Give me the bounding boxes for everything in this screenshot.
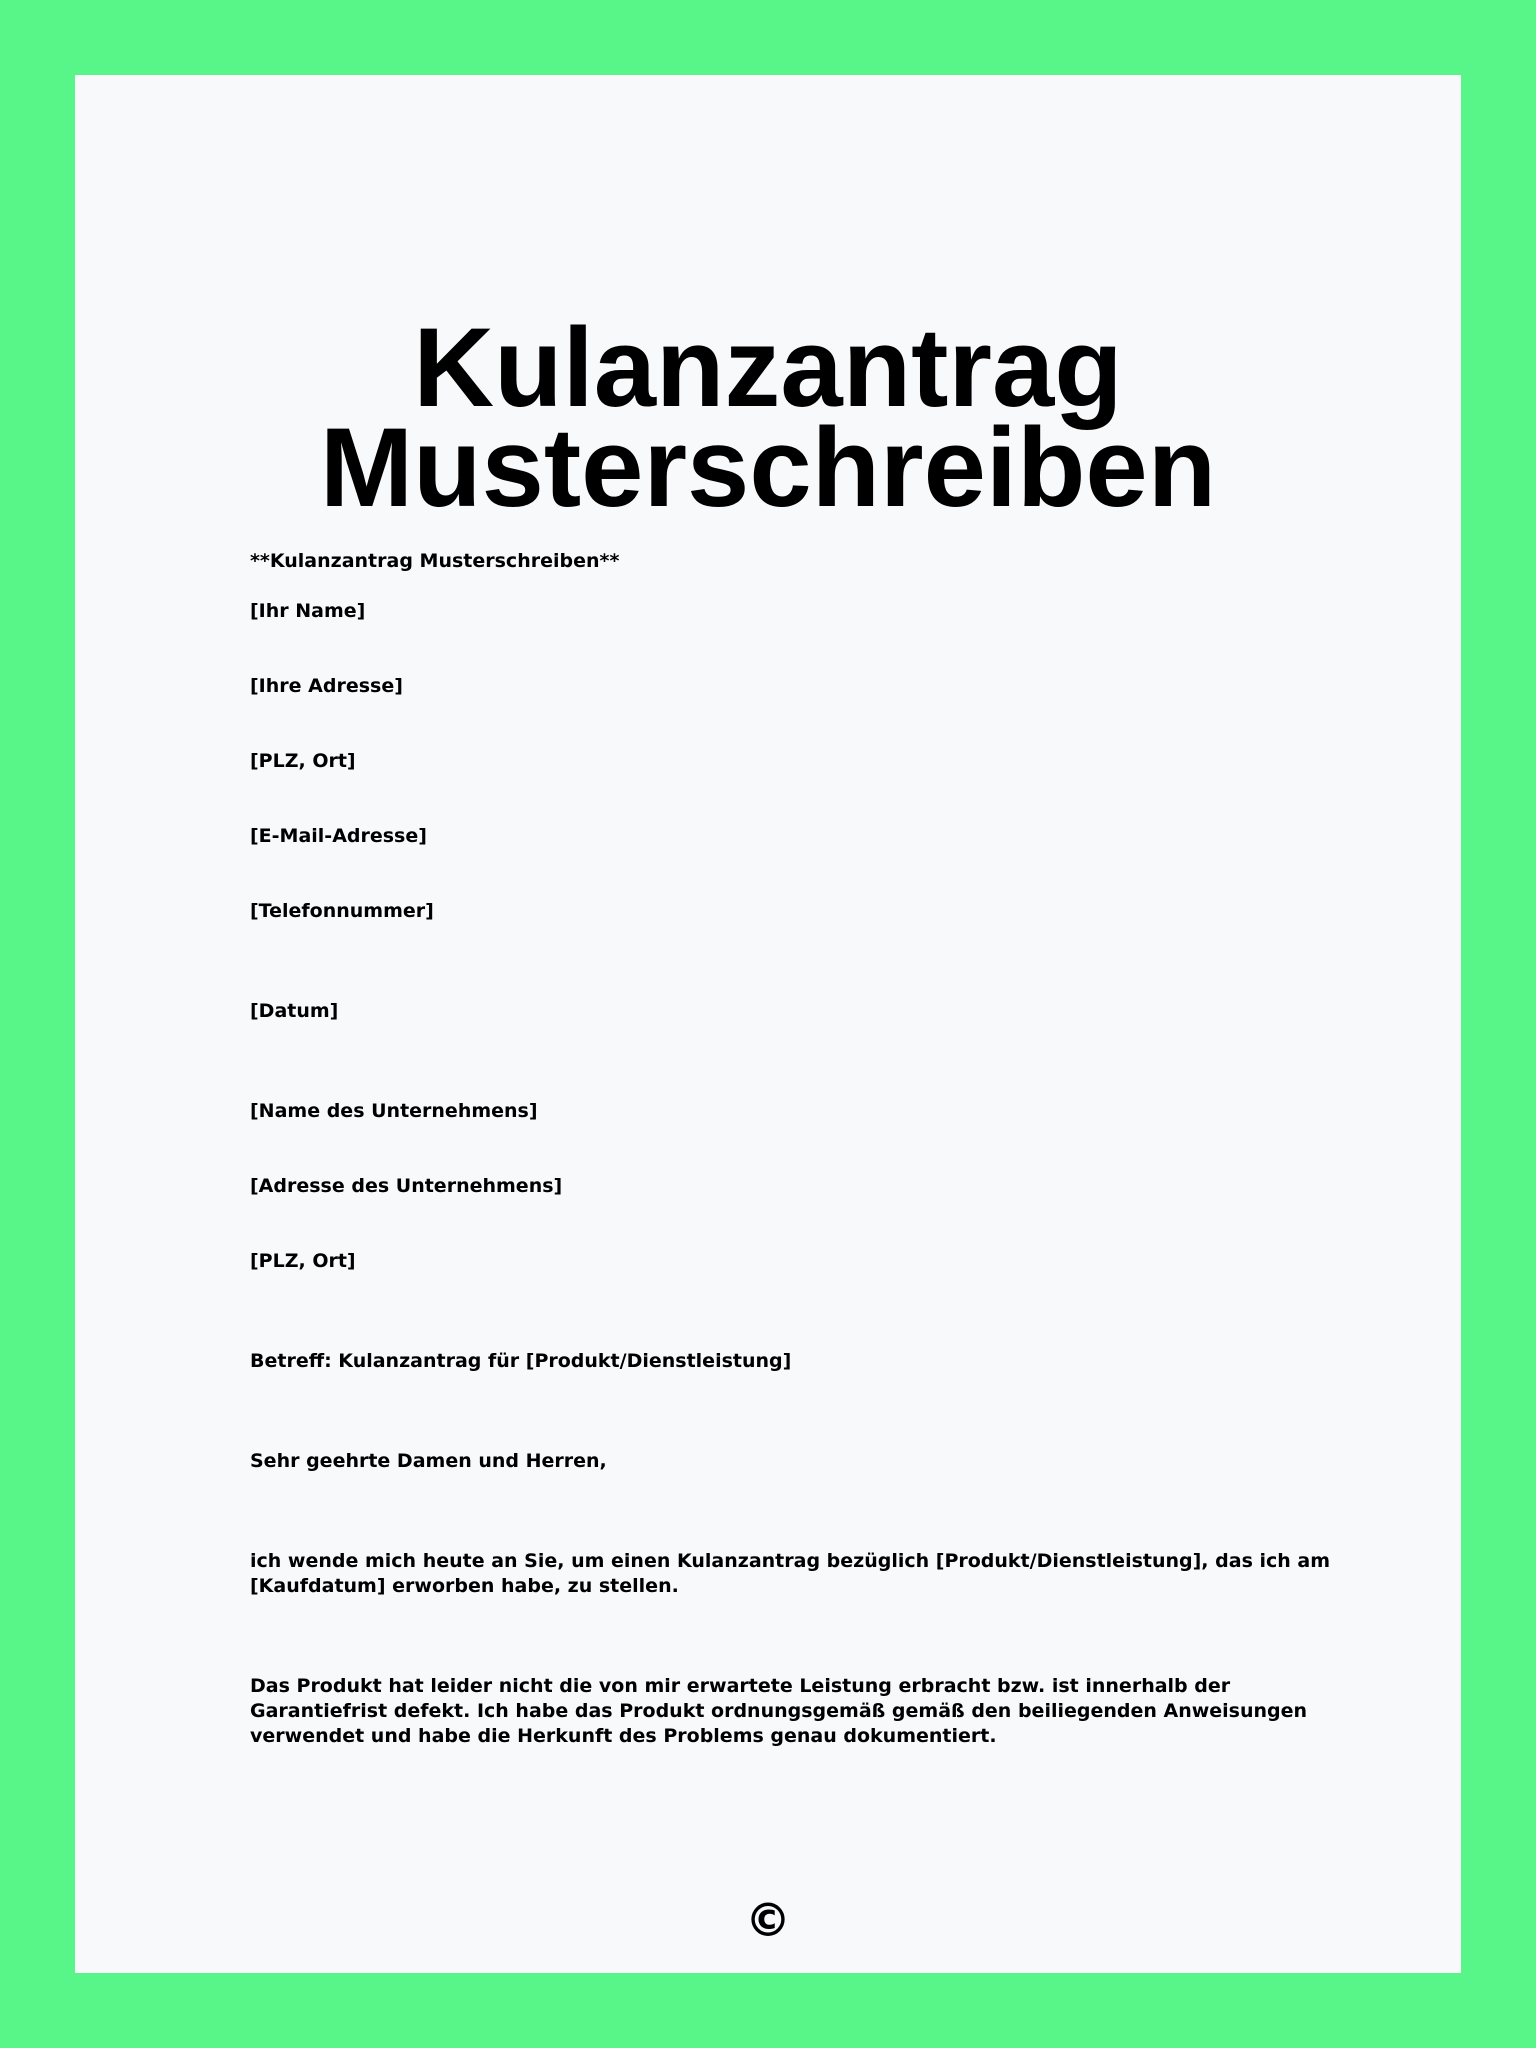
title-line-2: Musterschreiben [319,405,1217,530]
letter-date: [Datum] [250,1000,339,1022]
letter-heading: **Kulanzantrag Musterschreiben** [250,550,620,572]
recipient-address: [Adresse des Unternehmens] [250,1175,563,1197]
recipient-company: [Name des Unternehmens] [250,1100,538,1122]
sender-email: [E-Mail-Adresse] [250,825,427,847]
recipient-city: [PLZ, Ort] [250,1250,356,1272]
title-line-1: Kulanzantrag [413,305,1123,430]
sender-phone: [Telefonnummer] [250,900,434,922]
document-title [75,305,1461,530]
letter-subject: Betreff: Kulanzantrag für [Produkt/Dienstleistung] [250,1350,792,1372]
sender-name: [Ihr Name] [250,600,366,622]
document-page [75,75,1461,1973]
letter-paragraph-1: ich wende mich heute an Sie, um einen Kulanzantrag bezüglich [Produkt/Dienstleistung], das ich am [Kaufdatum] erworben habe, zu stellen. [250,1550,1331,1597]
sender-address: [Ihre Adresse] [250,675,403,697]
sender-city: [PLZ, Ort] [250,750,356,772]
letter-paragraph-2: Das Produkt hat leider nicht die von mir erwartete Leistung erbracht bzw. ist innerhalb der Garantiefrist defekt. Ich habe das Produkt ordnungsgemäß gemäß den beiliegenden Anweisungen verwendet und habe die Herkunft des Problems genau dokumentiert. [250,1675,1308,1747]
letter-salutation: Sehr geehrte Damen und Herren, [250,1450,607,1472]
copyright-icon: © [745,1893,791,1947]
